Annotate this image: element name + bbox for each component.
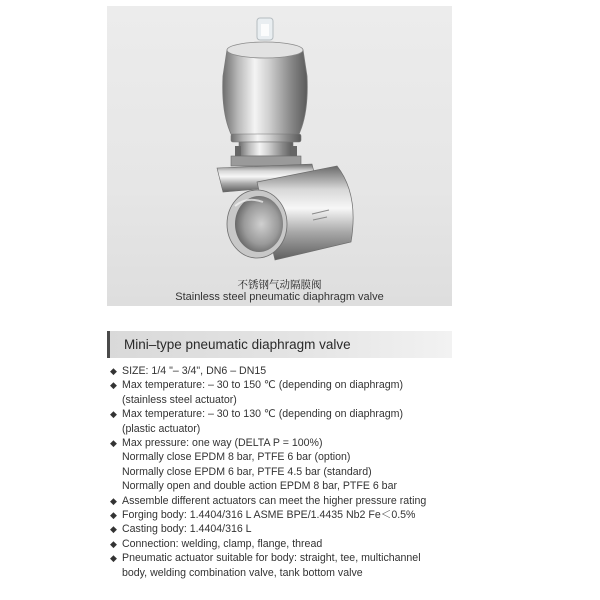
spec-text: ◆ Max pressure: one way (DELTA P = 100%) [122,437,323,450]
product-photo-panel [107,6,452,306]
spec-text: ◆ Connection: welding, clamp, flange, thread [122,537,323,550]
spec-item [110,364,485,378]
spec-list [110,364,485,580]
figure-caption-english: Stainless steel pneumatic diaphragm valve [175,291,384,303]
spec-item [110,508,485,522]
spec-text: ◆ Assemble different actuators can meet the higher pressure rating [122,494,427,507]
spec-text-continued: Normally close EPDM 6 bar, PTFE 4.5 bar (standard) [122,465,372,478]
spec-item [110,378,485,407]
spec-text-continued: Normally open and double action EPDM 8 bar, PTFE 6 bar [122,480,397,493]
diaphragm-valve-image [107,6,452,306]
spec-text: ◆ Pneumatic actuator suitable for body: straight, tee, multichannel [122,552,421,565]
section-title-bar [107,331,452,358]
spec-text-continued: Normally close EPDM 8 bar, PTFE 6 bar (option) [122,451,351,464]
spec-item [110,407,485,436]
spec-text: ◆ SIZE: 1/4 "– 3/4", DN6 – DN15 [122,365,267,377]
spec-text: ◆ Max temperature: – 30 to 130 ℃ (depending on diaphragm) [122,408,404,421]
figure-caption-chinese: 不锈钢气动隔膜阀 [237,279,322,291]
section-title: Mini–type pneumatic diaphragm valve [124,337,351,352]
spec-item [110,436,485,494]
spec-text: ◆ Casting body: 1.4404/316 L [122,523,252,536]
spec-text: ◆ Forging body: 1.4404/316 L ASME BPE/1.4435 Nb2 Fe＜0.5% [122,509,416,522]
spec-item [110,537,485,551]
spec-text: ◆ Max temperature: – 30 to 150 ℃ (depending on diaphragm) [122,379,404,392]
spec-item [110,494,485,508]
spec-text-continued: body, welding combination valve, tank bottom valve [122,566,363,579]
spec-item [110,522,485,536]
spec-item [110,551,485,580]
spec-text-continued: (plastic actuator) [122,422,201,435]
spec-text-continued: (stainless steel actuator) [122,393,237,406]
